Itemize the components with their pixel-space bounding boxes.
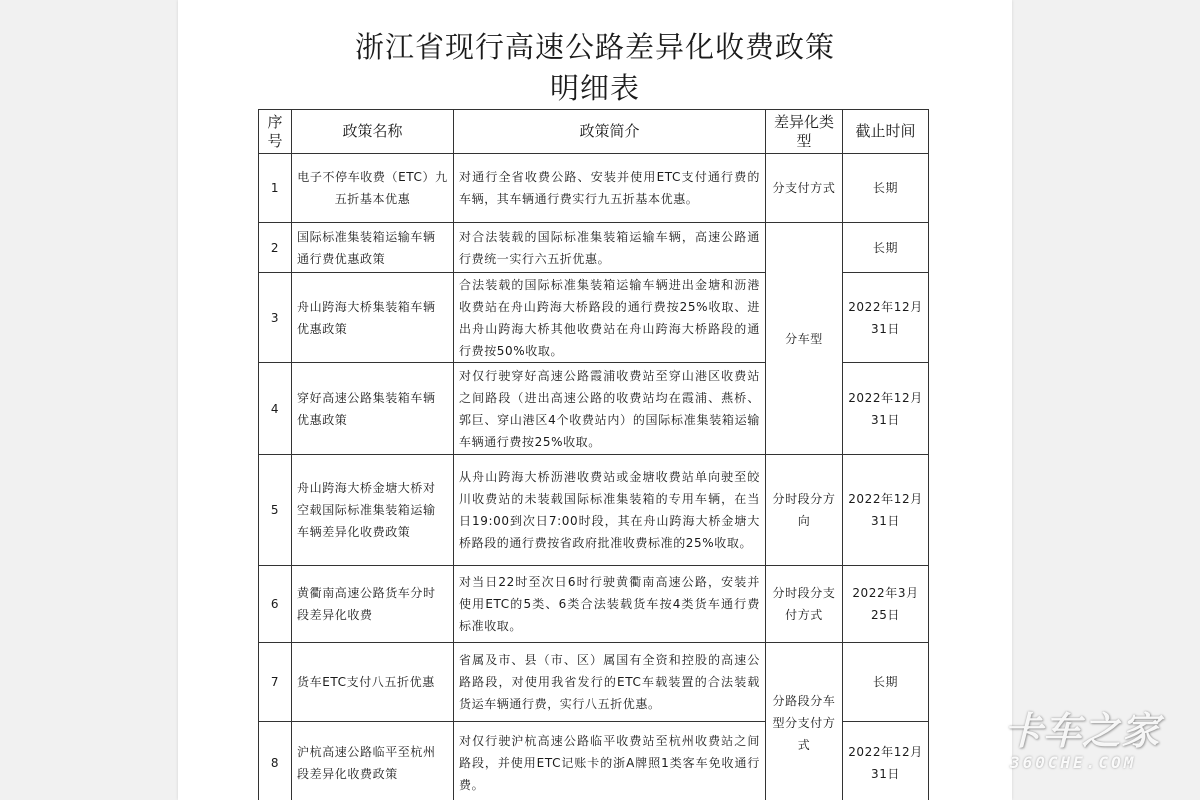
row-intro: 省属及市、县（市、区）属国有全资和控股的高速公路路段，对使用我省发行的ETC车载装置的合法装载货运车辆通行费，实行八五折优惠。 (454, 643, 766, 722)
table-header-row (259, 110, 929, 154)
header-diff-type: 差异化类型 (766, 110, 843, 154)
row-deadline: 长期 (843, 223, 929, 273)
document-page (178, 0, 1012, 800)
row-deadline: 2022年12月31日 (843, 722, 929, 800)
watermark-site: 360CHE.COM (1010, 753, 1137, 772)
row-no: 7 (259, 643, 292, 722)
row-name: 穿好高速公路集装箱车辆优惠政策 (292, 363, 454, 455)
row-deadline: 2022年12月31日 (843, 363, 929, 455)
row-intro: 合法装载的国际标准集装箱运输车辆进出金塘和沥港收费站在舟山跨海大桥路段的通行费按25%收取、进出舟山跨海大桥其他收费站在舟山跨海大桥路段的通行费按50%收取。 (454, 273, 766, 363)
document-subtitle: 明细表 (549, 71, 640, 105)
policy-table (258, 109, 929, 800)
row-no: 1 (259, 154, 292, 223)
table-row (259, 643, 929, 722)
watermark-brand: 卡车之家 (1004, 709, 1161, 753)
table-row (259, 154, 929, 223)
table-row (259, 566, 929, 643)
row-deadline: 长期 (843, 154, 929, 223)
row-deadline: 2022年12月31日 (843, 455, 929, 566)
row-name: 国际标准集装箱运输车辆通行费优惠政策 (292, 223, 454, 273)
row-deadline: 2022年3月25日 (843, 566, 929, 643)
row-diff-type: 分时段分方向 (766, 455, 843, 566)
row-no: 3 (259, 273, 292, 363)
row-name: 舟山跨海大桥金塘大桥对空载国际标准集装箱运输车辆差异化收费政策 (292, 455, 454, 566)
row-intro: 对合法装载的国际标准集装箱运输车辆，高速公路通行费统一实行六五折优惠。 (454, 223, 766, 273)
row-name: 货车ETC支付八五折优惠 (292, 643, 454, 722)
row-no: 6 (259, 566, 292, 643)
row-deadline: 2022年12月31日 (843, 273, 929, 363)
row-name: 电子不停车收费（ETC）九五折基本优惠 (292, 154, 454, 223)
row-no: 2 (259, 223, 292, 273)
row-no: 4 (259, 363, 292, 455)
header-no: 序号 (259, 110, 292, 154)
watermark-logo (1004, 710, 1179, 774)
header-intro: 政策简介 (454, 110, 766, 154)
row-no: 8 (259, 722, 292, 800)
table-row (259, 455, 929, 566)
header-deadline: 截止时间 (843, 110, 929, 154)
row-intro: 对仅行驶沪杭高速公路临平收费站至杭州收费站之间路段，并使用ETC记账卡的浙A牌照1类客车免收通行费。 (454, 722, 766, 800)
row-name: 舟山跨海大桥集装箱车辆优惠政策 (292, 273, 454, 363)
row-no: 5 (259, 455, 292, 566)
row-intro: 对当日22时至次日6时行驶黄衢南高速公路，安装并使用ETC的5类、6类合法装载货车按4类货车通行费标准收取。 (454, 566, 766, 643)
row-diff-type: 分车型 (766, 223, 843, 455)
row-intro: 对通行全省收费公路、安装并使用ETC支付通行费的车辆，其车辆通行费实行九五折基本优惠。 (454, 154, 766, 223)
document-title: 浙江省现行高速公路差异化收费政策 (354, 30, 835, 64)
row-name: 黄衢南高速公路货车分时段差异化收费 (292, 566, 454, 643)
row-deadline: 长期 (843, 643, 929, 722)
row-diff-type: 分路段分车型分支付方式 (766, 643, 843, 800)
row-diff-type: 分支付方式 (766, 154, 843, 223)
table-row (259, 223, 929, 273)
row-diff-type: 分时段分支付方式 (766, 566, 843, 643)
row-intro: 对仅行驶穿好高速公路霞浦收费站至穿山港区收费站之间路段（进出高速公路的收费站均在霞浦、燕桥、郭巨、穿山港区4个收费站内）的国际标准集装箱运输车辆通行费按25%收取。 (454, 363, 766, 455)
row-intro: 从舟山跨海大桥沥港收费站或金塘收费站单向驶至皎川收费站的未装载国际标准集装箱的专用车辆，在当日19:00到次日7:00时段，其在舟山跨海大桥金塘大桥路段的通行费按省政府批准收费标准的25%收取。 (454, 455, 766, 566)
row-name: 沪杭高速公路临平至杭州段差异化收费政策 (292, 722, 454, 800)
header-name: 政策名称 (292, 110, 454, 154)
